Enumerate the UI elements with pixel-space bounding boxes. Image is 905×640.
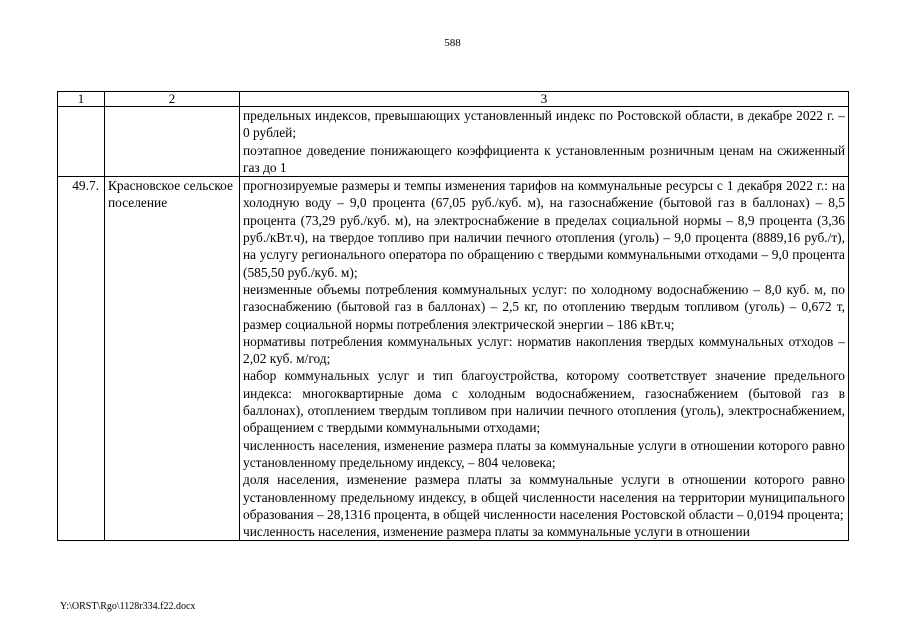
header-cell-2: 2: [105, 92, 240, 107]
continuation-row: [58, 107, 849, 177]
document-table: [57, 91, 849, 541]
header-cell-3: 3: [240, 92, 849, 107]
paragraph: нормативы потребления коммунальных услуг: норматив накопления твердых коммунальных отходов – 2,02 куб. м/год;: [243, 333, 845, 367]
continuation-name-cell: [105, 107, 240, 177]
header-cell-1: 1: [58, 92, 105, 107]
continuation-number-cell: [58, 107, 105, 177]
paragraph: набор коммунальных услуг и тип благоустройства, которому соответствует значение предельного индекса: многоквартирные дома с холодным водоснабжением, газоснабжением (бытовой газ в баллонах), отоплением твердым топливом при наличии печного отопления (уголь), электроснабжением, обращением с твердыми коммунальными отходами;: [243, 368, 845, 436]
paragraph: численность населения, изменение размера платы за коммунальные услуги в отношении которого равно установленному предельному индексу, – 804 человека;: [243, 437, 845, 470]
table-row: [58, 177, 849, 541]
paragraph: прогнозируемые размеры и темпы изменения тарифов на коммунальные ресурсы с 1 декабря 2022 г.: на холодную воду – 9,0 процента (67,05 руб./куб. м), на газоснабжение (бытовой газ в баллонах) – 8,5 процента (73,29 руб./куб. м), на электроснабжение в пределах социальной нормы – 8,9 процента (3,36 руб./кВт.ч), на твердое топливо при наличии печного отопления (уголь) – 9,0 процента (8889,16 руб./т), на услугу регионального оператора по обращению с твердыми коммунальными отходами – 9,0 процента (585,50 руб./куб. м);: [243, 178, 845, 280]
paragraph: доля населения, изменение размера платы за коммунальные услуги в отношении которого равно установленному предельному индексу, в общей численности населения на территории муниципального образования – 28,1316 процента, в общей численности населения Ростовской области – 0,0194 процента;: [243, 472, 845, 522]
row-text-cell: [240, 177, 849, 541]
page-number: 588: [444, 37, 461, 49]
table-header-row: [58, 92, 849, 107]
paragraph: неизменные объемы потребления коммунальных услуг: по холодному водоснабжению – 8,0 куб. м, по газоснабжению (бытовой газ в баллонах) – 2,5 кг, по отоплению твердым топливом (уголь) – 0,672 т, размер социальной нормы потребления электрической энергии – 186 кВт.ч;: [243, 281, 845, 332]
continuation-text-cell: [240, 107, 849, 177]
paragraph: предельных индексов, превышающих установленный индекс по Ростовской области, в декабре 2022 г. – 0 рублей;: [243, 108, 845, 141]
row-number: 49.7.: [58, 177, 105, 541]
file-path-footer: Y:\ORST\Rgo\1128r334.f22.docx: [60, 601, 196, 612]
paragraph: численность населения, изменение размера платы за коммунальные услуги в отношении: [243, 524, 750, 540]
paragraph: поэтапное доведение понижающего коэффициента к установленным розничным ценам на сжиженный газ до 1: [243, 142, 845, 175]
settlement-name: Красновское сельское поселение: [105, 177, 240, 541]
